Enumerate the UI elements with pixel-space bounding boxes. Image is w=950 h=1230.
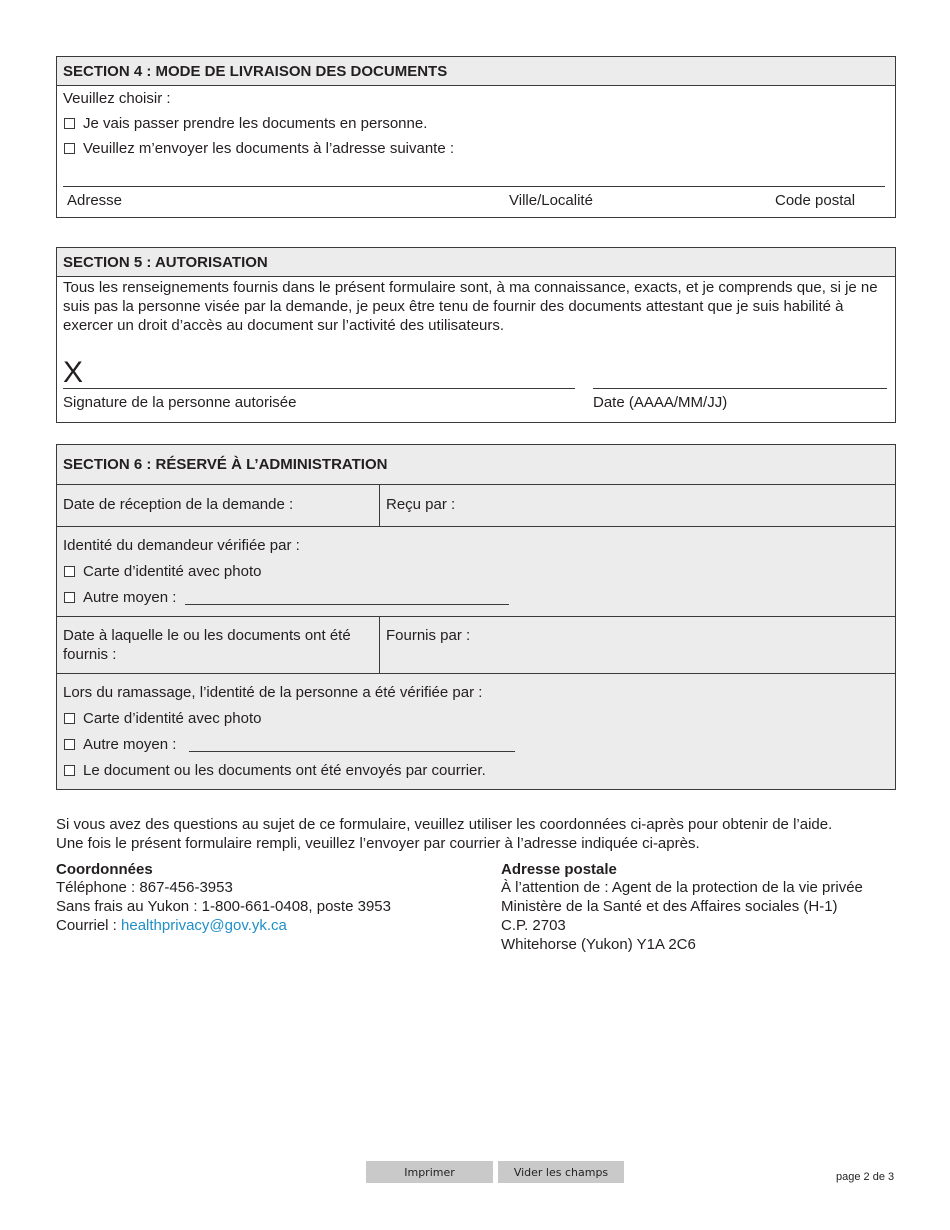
- choose-prompt: Veuillez choisir :: [63, 90, 171, 107]
- authorization-statement: Tous les renseignements fournis dans le présent formulaire sont, à ma connaissance, exacts, et je comprends que, si je ne suis pas la personne visée par la demande, je peux être tenu de fournir des documents attestant que je suis habilité à exercer un droit d’accès au document sur l’activité des utilisateurs.: [63, 279, 878, 334]
- page-number: page 2 de 3: [836, 1171, 895, 1183]
- send-by-mail-label: Veuillez m’envoyer les documents à l’adresse suivante :: [83, 140, 455, 157]
- tollfree-phone: Sans frais au Yukon : 1-800-661-0408, poste 3953: [56, 898, 391, 915]
- clear-fields-button[interactable]: Vider les champs: [498, 1161, 624, 1183]
- print-button[interactable]: Imprimer: [366, 1161, 493, 1183]
- mail-line-2: Ministère de la Santé et des Affaires sociales (H-1): [501, 898, 838, 915]
- email-link[interactable]: healthprivacy@gov.yk.ca: [121, 917, 287, 934]
- address-label: Adresse: [67, 192, 123, 209]
- mail-instructions: Une fois le présent formulaire rempli, veuillez l’envoyer par courrier à l’adresse indiquée ci-après.: [56, 835, 700, 852]
- other-means-line[interactable]: [185, 604, 509, 605]
- provided-date-label: Date à laquelle le ou les documents ont été fournis :: [63, 627, 351, 663]
- photo-id-label: Carte d’identité avec photo: [83, 563, 262, 580]
- other-means-checkbox[interactable]: [64, 592, 75, 603]
- pickup-in-person-label: Je vais passer prendre les documents en personne.: [83, 115, 428, 132]
- pickup-photo-id-checkbox[interactable]: [64, 713, 75, 724]
- photo-id-checkbox[interactable]: [64, 566, 75, 577]
- signature-line[interactable]: [63, 388, 575, 389]
- email-line: [56, 916, 287, 935]
- mail-line-4: Whitehorse (Yukon) Y1A 2C6: [501, 936, 696, 953]
- sent-by-mail-label: Le document ou les documents ont été envoyés par courrier.: [83, 762, 486, 779]
- identity-verified-label: Identité du demandeur vérifiée par :: [63, 537, 300, 554]
- email-label: Courriel :: [56, 917, 122, 934]
- provided-row: [57, 617, 895, 674]
- help-text: Si vous avez des questions au sujet de ce formulaire, veuillez utiliser les coordonnées ci-après pour obtenir de l’aide.: [56, 816, 833, 833]
- mail-line-1: À l’attention de : Agent de la protection de la vie privée: [501, 879, 863, 896]
- received-by-label: Reçu par :: [386, 496, 456, 513]
- pickup-other-means-line[interactable]: [189, 751, 515, 752]
- postal-code-label: Code postal: [775, 192, 856, 209]
- signature-label: Signature de la personne autorisée: [63, 394, 297, 411]
- reception-row: [57, 485, 895, 527]
- other-means-label: Autre moyen :: [83, 589, 177, 606]
- identity-row: [57, 527, 895, 617]
- sent-by-mail-checkbox[interactable]: [64, 765, 75, 776]
- section-5-authorization: [56, 247, 896, 423]
- address-input-line[interactable]: [63, 186, 885, 187]
- section-6-admin: [56, 444, 896, 790]
- section-4-title: SECTION 4 : MODE DE LIVRAISON DES DOCUMENTS: [57, 57, 895, 86]
- city-label: Ville/Localité: [509, 192, 593, 209]
- phone: Téléphone : 867-456-3953: [56, 879, 233, 896]
- reception-date-label: Date de réception de la demande :: [63, 496, 294, 513]
- mail-line-3: C.P. 2703: [501, 917, 566, 934]
- pickup-in-person-checkbox[interactable]: [64, 118, 75, 129]
- date-label: Date (AAAA/MM/JJ): [593, 394, 728, 411]
- pickup-other-means-checkbox[interactable]: [64, 739, 75, 750]
- pickup-photo-id-label: Carte d’identité avec photo: [83, 710, 262, 727]
- send-by-mail-checkbox[interactable]: [64, 143, 75, 154]
- pickup-row: [57, 674, 895, 789]
- section-4-delivery: [56, 56, 896, 218]
- date-line[interactable]: [593, 388, 887, 389]
- mail-heading: Adresse postale: [501, 861, 617, 878]
- section-5-title: SECTION 5 : AUTORISATION: [57, 248, 895, 277]
- pickup-other-means-label: Autre moyen :: [83, 736, 177, 753]
- contact-heading: Coordonnées: [56, 861, 153, 878]
- signature-x-mark: X: [63, 356, 84, 389]
- section-6-title: SECTION 6 : RÉSERVÉ À L’ADMINISTRATION: [57, 445, 895, 485]
- provided-by-label: Fournis par :: [386, 627, 471, 644]
- pickup-verified-label: Lors du ramassage, l’identité de la personne a été vérifiée par :: [63, 684, 483, 701]
